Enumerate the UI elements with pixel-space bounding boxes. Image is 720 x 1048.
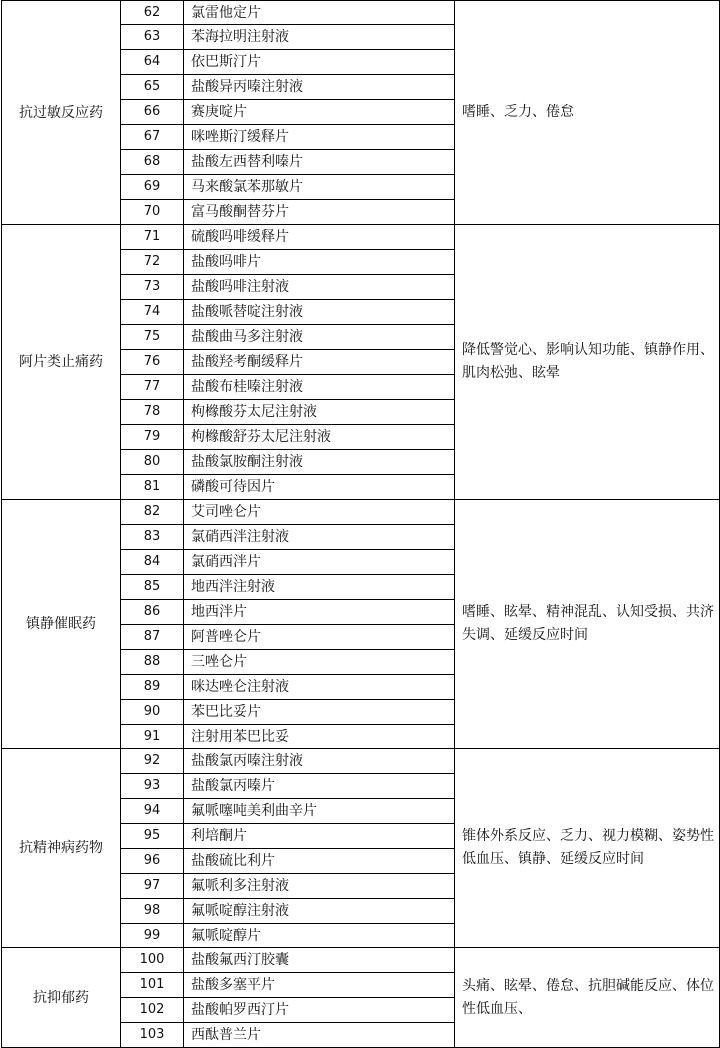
drug-name-cell: 艾司唑仑片: [184, 500, 455, 525]
number-cell: 80: [121, 450, 184, 475]
drug-name-cell: 苯巴比妥片: [184, 700, 455, 725]
drug-name-cell: 阿普唑仑片: [184, 625, 455, 650]
number-cell: 97: [121, 874, 184, 899]
number-cell: 86: [121, 600, 184, 625]
number-cell: 67: [121, 125, 184, 150]
number-cell: 101: [121, 973, 184, 998]
number-cell: 99: [121, 924, 184, 948]
number-cell: 88: [121, 650, 184, 675]
drug-name-cell: 咪唑斯汀缓释片: [184, 125, 455, 150]
drug-name-cell: 盐酸氯胺酮注射液: [184, 450, 455, 475]
number-cell: 102: [121, 998, 184, 1023]
number-cell: 68: [121, 150, 184, 175]
number-cell: 85: [121, 575, 184, 600]
number-cell: 92: [121, 749, 184, 774]
table-row: [2, 1, 720, 25]
drug-name-cell: 注射用苯巴比妥: [184, 725, 455, 749]
number-cell: 62: [121, 1, 184, 25]
number-cell: 65: [121, 75, 184, 100]
drug-name-cell: 盐酸羟考酮缓释片: [184, 350, 455, 375]
number-cell: 94: [121, 799, 184, 824]
drug-name-cell: 氟哌利多注射液: [184, 874, 455, 899]
number-cell: 82: [121, 500, 184, 525]
table-row: [2, 749, 720, 774]
number-cell: 81: [121, 475, 184, 500]
side-effect-cell: 嗜睡、眩晕、精神混乱、认知受损、共济失调、延缓反应时间: [455, 500, 720, 749]
number-cell: 76: [121, 350, 184, 375]
drug-name-cell: 富马酸酮替芬片: [184, 200, 455, 225]
number-cell: 93: [121, 774, 184, 799]
drug-name-cell: 盐酸氯丙嗪片: [184, 774, 455, 799]
drug-name-cell: 盐酸曲马多注射液: [184, 325, 455, 350]
drug-name-cell: 盐酸氯丙嗪注射液: [184, 749, 455, 774]
number-cell: 91: [121, 725, 184, 749]
drug-name-cell: 西酞普兰片: [184, 1023, 455, 1048]
category-cell: 抗抑郁药: [2, 948, 121, 1048]
drug-name-cell: 枸橼酸舒芬太尼注射液: [184, 425, 455, 450]
drug-name-cell: 地西泮片: [184, 600, 455, 625]
drug-name-cell: 氟哌噻吨美利曲辛片: [184, 799, 455, 824]
number-cell: 75: [121, 325, 184, 350]
number-cell: 90: [121, 700, 184, 725]
category-cell: 抗精神病药物: [2, 749, 121, 948]
drug-name-cell: 盐酸异丙嗪注射液: [184, 75, 455, 100]
drug-name-cell: 氯硝西泮注射液: [184, 525, 455, 550]
number-cell: 77: [121, 375, 184, 400]
drug-name-cell: 盐酸吗啡片: [184, 250, 455, 275]
drug-name-cell: 盐酸布桂嗪注射液: [184, 375, 455, 400]
drug-name-cell: 苯海拉明注射液: [184, 25, 455, 50]
drug-name-cell: 盐酸左西替利嗪片: [184, 150, 455, 175]
drug-name-cell: 盐酸氟西汀胶囊: [184, 948, 455, 973]
number-cell: 83: [121, 525, 184, 550]
drug-name-cell: 氟哌啶醇注射液: [184, 899, 455, 924]
drug-name-cell: 盐酸硫比利片: [184, 849, 455, 874]
category-cell: 抗过敏反应药: [2, 1, 121, 225]
drug-name-cell: 氯雷他定片: [184, 1, 455, 25]
table-row: [2, 948, 720, 973]
drug-name-cell: 磷酸可待因片: [184, 475, 455, 500]
side-effect-cell: 降低警觉心、影响认知功能、镇静作用、肌肉松弛、眩晕: [455, 225, 720, 500]
drug-name-cell: 利培酮片: [184, 824, 455, 849]
drug-name-cell: 依巴斯汀片: [184, 50, 455, 75]
drug-name-cell: 盐酸吗啡注射液: [184, 275, 455, 300]
number-cell: 73: [121, 275, 184, 300]
drug-name-cell: 三唑仑片: [184, 650, 455, 675]
drug-name-cell: 盐酸哌替啶注射液: [184, 300, 455, 325]
number-cell: 95: [121, 824, 184, 849]
number-cell: 89: [121, 675, 184, 700]
table-row: [2, 500, 720, 525]
drug-name-cell: 咪达唑仑注射液: [184, 675, 455, 700]
category-cell: 阿片类止痛药: [2, 225, 121, 500]
side-effect-cell: 锥体外系反应、乏力、视力模糊、姿势性低血压、镇静、延缓反应时间: [455, 749, 720, 948]
drug-name-cell: 赛庚啶片: [184, 100, 455, 125]
drug-name-cell: 盐酸多塞平片: [184, 973, 455, 998]
number-cell: 103: [121, 1023, 184, 1048]
number-cell: 63: [121, 25, 184, 50]
drug-name-cell: 地西泮注射液: [184, 575, 455, 600]
number-cell: 84: [121, 550, 184, 575]
number-cell: 70: [121, 200, 184, 225]
number-cell: 96: [121, 849, 184, 874]
drug-name-cell: 盐酸帕罗西汀片: [184, 998, 455, 1023]
number-cell: 100: [121, 948, 184, 973]
drug-name-cell: 马来酸氯苯那敏片: [184, 175, 455, 200]
number-cell: 79: [121, 425, 184, 450]
number-cell: 71: [121, 225, 184, 250]
number-cell: 74: [121, 300, 184, 325]
number-cell: 87: [121, 625, 184, 650]
drug-name-cell: 氯硝西泮片: [184, 550, 455, 575]
side-effect-cell: 头痛、眩晕、倦怠、抗胆碱能反应、体位性低血压、: [455, 948, 720, 1048]
table-row: [2, 225, 720, 250]
drug-name-cell: 硫酸吗啡缓释片: [184, 225, 455, 250]
number-cell: 98: [121, 899, 184, 924]
number-cell: 66: [121, 100, 184, 125]
number-cell: 78: [121, 400, 184, 425]
category-cell: 镇静催眠药: [2, 500, 121, 749]
table-body: [2, 1, 720, 1048]
number-cell: 72: [121, 250, 184, 275]
drug-name-cell: 氟哌啶醇片: [184, 924, 455, 948]
number-cell: 69: [121, 175, 184, 200]
drug-name-cell: 枸橼酸芬太尼注射液: [184, 400, 455, 425]
number-cell: 64: [121, 50, 184, 75]
drug-table: [1, 0, 720, 1048]
side-effect-cell: 嗜睡、乏力、倦怠: [455, 1, 720, 225]
